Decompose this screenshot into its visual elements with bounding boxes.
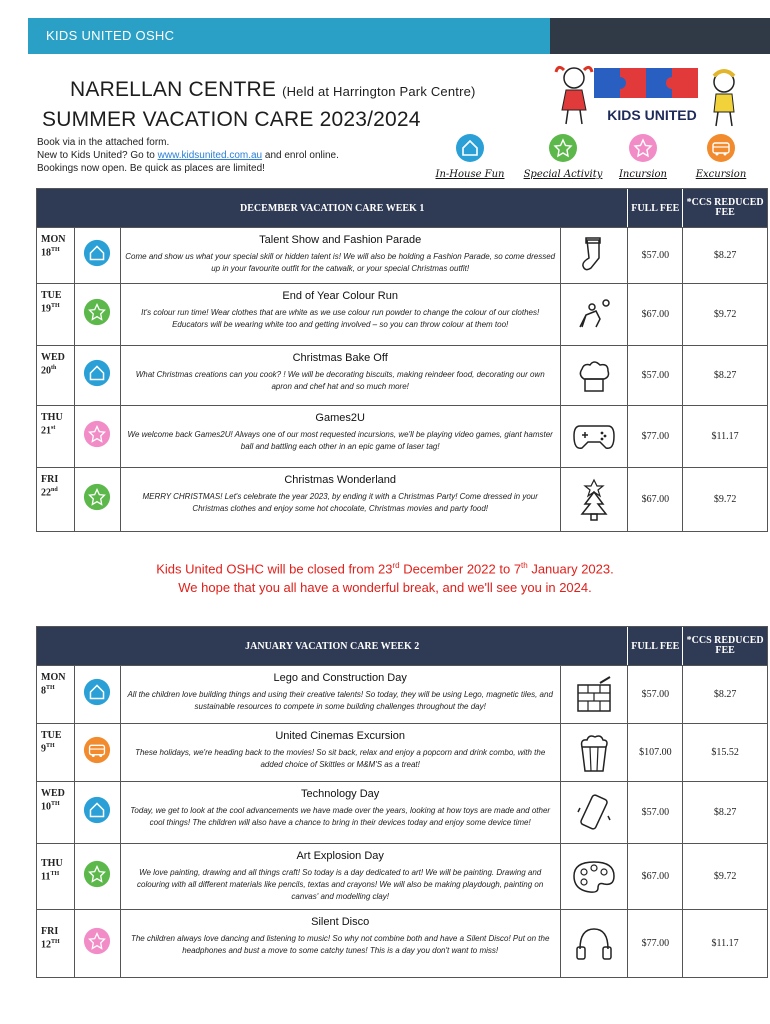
full-fee: $67.00: [627, 844, 682, 909]
ccs-fee: $11.17: [682, 406, 767, 467]
program-title: SUMMER VACATION CARE 2023/2024: [42, 108, 421, 131]
day-date: 18: [41, 247, 51, 259]
day-suffix: nd: [51, 487, 58, 493]
closure-notice-line-2: We hope that you all have a wonderful break, and we'll see you in 2024.: [178, 580, 592, 596]
day-date: 8: [41, 685, 46, 697]
table-row: [37, 405, 767, 467]
header-bar-dark-block: [550, 18, 770, 54]
house-icon: [83, 239, 111, 272]
house-icon: [83, 359, 111, 392]
activity-cell: [121, 468, 560, 531]
kids-united-logo: [552, 62, 752, 132]
intro-line-1: Book via in the attached form.: [37, 137, 170, 148]
category-cell: [74, 228, 121, 283]
day-label: [37, 406, 74, 467]
day-label: [37, 910, 74, 977]
intro-line-2-pre: New to Kids United? Go to: [37, 150, 158, 161]
header-bar-text: KIDS UNITED OSHC: [46, 28, 175, 43]
legend-in-house: [425, 133, 515, 180]
legend-label: Special Activity: [523, 169, 603, 180]
star-icon: [548, 133, 578, 163]
christmas-tree-icon: [560, 468, 628, 531]
activity-cell: [121, 910, 560, 977]
day-name: WED: [41, 352, 65, 363]
full-fee: $77.00: [627, 406, 682, 467]
activity-title: Technology Day: [301, 788, 380, 800]
week2-table: [36, 626, 768, 978]
activity-description: MERRY CHRISTMAS! Let's celebrate the year 2023, by ending it with a Christmas Party! Come dressed in your Christmas clothes and enjoy some hot chocolate, Christmas movies and party food!: [142, 492, 538, 513]
activity-description: The children always love dancing and listening to music! So why not combine both and have a Silent Disco! Put on the headphones and bust a move to some catchy tunes! This is a day you don't want to miss!: [130, 934, 550, 955]
star-icon: [83, 298, 111, 331]
day-date: 21: [41, 425, 51, 437]
day-name: MON: [41, 234, 66, 245]
activity-cell: [121, 284, 560, 345]
activity-description: We welcome back Games2U! Always one of our most requested incursions, we'll be playing video games, giant hamster ball and battling each other in an epic game of laser tag!: [127, 430, 553, 451]
notice-part: December 2022 to 7: [399, 561, 522, 577]
activity-cell: [121, 782, 560, 843]
day-suffix: TH: [50, 871, 60, 877]
ccs-fee: $8.27: [682, 782, 767, 843]
palette-icon: [560, 844, 628, 909]
category-cell: [74, 666, 121, 723]
day-name: TUE: [41, 290, 62, 301]
day-name: FRI: [41, 926, 59, 937]
ccs-fee: $8.27: [682, 666, 767, 723]
website-link[interactable]: www.kidsunited.com.au: [157, 150, 263, 161]
activity-description: Come and show us what your special skill or hidden talent is! We will also be holding a Fashion Parade, so come dressed up in your favourite outfit for the catwalk, or your special Christmas outfit!: [125, 252, 556, 273]
full-fee: $57.00: [627, 228, 682, 283]
headphones-icon: [560, 910, 628, 977]
ccs-fee: $11.17: [682, 910, 767, 977]
table-row: [37, 909, 767, 977]
intro-line-2-post: and enrol online.: [262, 150, 339, 161]
day-name: WED: [41, 788, 65, 799]
category-cell: [74, 782, 121, 843]
full-fee: $57.00: [627, 666, 682, 723]
day-date: 19: [41, 303, 51, 315]
star-icon: [83, 860, 111, 893]
day-name: THU: [41, 858, 63, 869]
day-label: [37, 724, 74, 781]
closure-notice: [0, 556, 770, 597]
activity-title: Silent Disco: [311, 916, 370, 928]
activity-title: Talent Show and Fashion Parade: [259, 234, 422, 246]
activity-cell: [121, 724, 560, 781]
activity-description: We love painting, drawing and all things craft! So today is a day dedicated to art! We will be painting. Drawing and colouring with all different materials like pencils, textas and crayons! We will also be making playdough, painting on canvas' and modelling clay!: [137, 868, 544, 901]
full-fee: $67.00: [627, 468, 682, 531]
activity-title: Lego and Construction Day: [273, 672, 407, 684]
day-suffix: TH: [46, 685, 55, 691]
ccs-fee: $8.27: [682, 346, 767, 405]
full-fee: $107.00: [627, 724, 682, 781]
day-label: [37, 666, 74, 723]
activity-title: Christmas Bake Off: [292, 352, 388, 364]
full-fee: $67.00: [627, 284, 682, 345]
intro-line-2: [37, 149, 339, 162]
activity-title: End of Year Colour Run: [282, 290, 398, 302]
centre-held-at: (Held at Harrington Park Centre): [282, 84, 476, 99]
stocking-icon: [560, 228, 628, 283]
category-cell: [74, 910, 121, 977]
day-name: MON: [41, 672, 66, 683]
legend-label: Excursion: [695, 169, 747, 180]
activity-title: Christmas Wonderland: [284, 474, 397, 486]
day-name: TUE: [41, 730, 62, 741]
table-row: [37, 781, 767, 843]
star-icon: [83, 420, 111, 453]
full-fee: $77.00: [627, 910, 682, 977]
chef-hat-icon: [560, 346, 628, 405]
day-suffix: th: [51, 365, 57, 371]
table-row: [37, 283, 767, 345]
day-label: [37, 228, 74, 283]
category-cell: [74, 468, 121, 531]
activity-cell: [121, 346, 560, 405]
intro-text: [37, 136, 339, 175]
ccs-fee: $15.52: [682, 724, 767, 781]
day-suffix: TH: [51, 303, 60, 309]
activity-title: United Cinemas Excursion: [275, 730, 405, 742]
day-date: 10: [41, 801, 51, 813]
table-row: [37, 843, 767, 909]
bus-icon: [706, 133, 736, 163]
notice-sup: th: [521, 561, 528, 570]
table-row: [37, 467, 767, 531]
day-suffix: TH: [51, 247, 60, 253]
day-date: 9: [41, 743, 46, 755]
legend-special: [518, 133, 608, 180]
week1-table: [36, 188, 768, 532]
table-row: [37, 227, 767, 283]
day-suffix: TH: [51, 801, 60, 807]
activity-description: These holidays, we're heading back to the movies! So sit back, relax and enjoy a popcorn and drink combo, with the added choice of Skittles or M&M'S as a treat!: [135, 748, 546, 769]
notice-sup: rd: [392, 561, 400, 570]
star-icon: [628, 133, 658, 163]
bricks-icon: [560, 666, 628, 723]
full-fee-header: FULL FEE: [627, 189, 682, 227]
star-icon: [83, 483, 111, 516]
day-date: 20: [41, 365, 51, 377]
day-label: [37, 346, 74, 405]
notice-part: Kids United OSHC will be closed from 23: [156, 561, 393, 577]
closure-notice-line-1: [0, 556, 770, 578]
legend-incursion: [598, 133, 688, 180]
activity-description: It's colour run time! Wear clothes that are white as we use colour run powder to change the colour of our clothes! Educators will be wearing white too and getting involved – so you can throw colour at them too!: [141, 308, 540, 329]
day-suffix: st: [51, 425, 56, 431]
day-label: [37, 782, 74, 843]
legend-label: In-House Fun: [435, 169, 505, 180]
day-date: 12: [41, 939, 51, 951]
day-date: 22: [41, 487, 51, 499]
activity-cell: [121, 844, 560, 909]
centre-name: NARELLAN CENTRE: [70, 78, 277, 101]
day-label: [37, 468, 74, 531]
centre-title: [70, 78, 476, 102]
day-label: [37, 844, 74, 909]
activity-cell: [121, 228, 560, 283]
legend-excursion: [676, 133, 766, 180]
day-label: [37, 284, 74, 345]
week2-header: [37, 627, 767, 665]
category-cell: [74, 406, 121, 467]
legend-label: Incursion: [618, 169, 667, 180]
day-name: FRI: [41, 474, 59, 485]
notice-part: January 2023.: [527, 561, 614, 577]
table-row: [37, 723, 767, 781]
activity-cell: [121, 406, 560, 467]
gamepad-icon: [560, 406, 628, 467]
house-icon: [83, 678, 111, 711]
category-cell: [74, 346, 121, 405]
week1-header: [37, 189, 767, 227]
category-cell: [74, 724, 121, 781]
popcorn-icon: [560, 724, 628, 781]
bus-icon: [83, 736, 111, 769]
category-cell: [74, 844, 121, 909]
ccs-fee: $8.27: [682, 228, 767, 283]
ccs-fee: $9.72: [682, 468, 767, 531]
day-suffix: TH: [46, 743, 55, 749]
category-cell: [74, 284, 121, 345]
activity-title: Art Explosion Day: [296, 850, 384, 862]
ccs-fee: $9.72: [682, 284, 767, 345]
day-name: THU: [41, 412, 63, 423]
house-icon: [455, 133, 485, 163]
activity-title: Games2U: [315, 412, 365, 424]
ccs-header: *CCS REDUCED FEE: [682, 627, 767, 665]
week1-title: DECEMBER VACATION CARE WEEK 1: [240, 202, 425, 214]
header-bar: [28, 18, 770, 54]
ccs-header: *CCS REDUCED FEE: [682, 189, 767, 227]
table-row: [37, 665, 767, 723]
full-fee: $57.00: [627, 782, 682, 843]
table-row: [37, 345, 767, 405]
activity-cell: [121, 666, 560, 723]
phone-icon: [560, 782, 628, 843]
activity-description: What Christmas creations can you cook? ! We will be decorating biscuits, making reindeer food, decorating our own apron and chef hat and so much more!: [135, 370, 545, 391]
logo-text: KIDS UNITED: [607, 107, 697, 123]
full-fee-header: FULL FEE: [627, 627, 682, 665]
intro-line-3: Bookings now open. Be quick as places are limited!: [37, 163, 265, 174]
activity-description: Today, we get to look at the cool advancements we have made over the years, looking at how toys are made and other cool things! The children will also have a chance to bring in their devices today and enjoy some device time!: [130, 806, 551, 827]
house-icon: [83, 796, 111, 829]
full-fee: $57.00: [627, 346, 682, 405]
activity-description: All the children love building things and using their creative talents! So today, they will be using Lego, magnetic tiles, and sustainable resources to compete in some building challenges throughout the day!: [127, 690, 553, 711]
star-icon: [83, 927, 111, 960]
runner-icon: [560, 284, 628, 345]
day-suffix: TH: [51, 939, 60, 945]
ccs-fee: $9.72: [682, 844, 767, 909]
day-date: 11: [41, 871, 51, 883]
week2-title: JANUARY VACATION CARE WEEK 2: [245, 640, 420, 652]
